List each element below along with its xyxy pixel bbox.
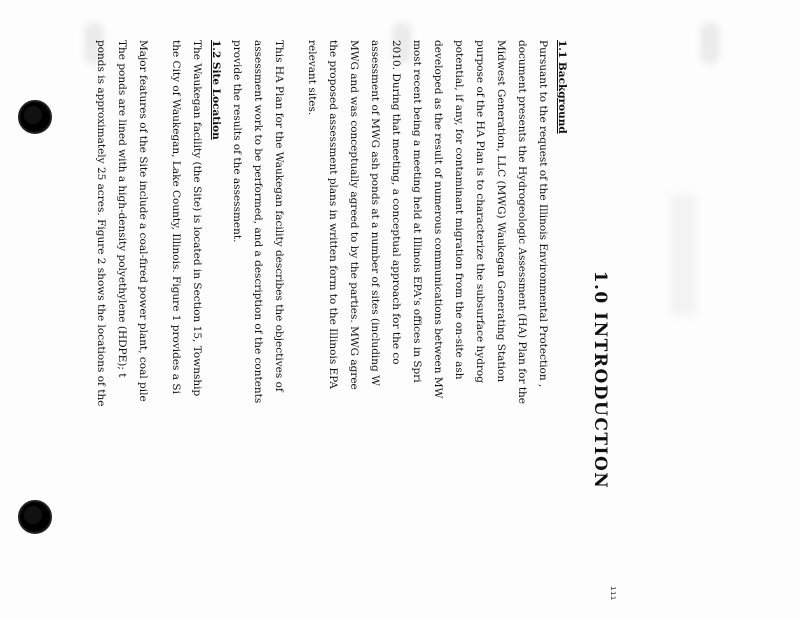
text-line: 2010. During that meeting, a conceptual approach for the co — [390, 40, 402, 365]
section-background — [214, 40, 568, 618]
paragraph — [90, 40, 153, 618]
page-title: 1.0 INTRODUCTION — [590, 270, 610, 490]
page-corner-mark: ııı — [609, 586, 618, 601]
paragraph — [226, 40, 289, 618]
scan-shadow-mark — [700, 22, 720, 64]
text-line: Pursuant to the request of the Illinois Environmental Protection , — [537, 40, 549, 388]
text-line: Major features of the Site include a coal-fired power plant, coal pile — [137, 40, 149, 402]
text-line: This HA Plan for the Waukegan facility describes the objectives of — [273, 40, 285, 392]
rotated-document-text — [95, 40, 618, 601]
text-line: the proposed assessment plans in written form to the Illinois EPA — [327, 40, 339, 389]
text-line: MWG and was conceptually agreed to by the parties. MWG agree — [348, 40, 360, 390]
text-line: potential, if any, for contaminant migration from the on-site ash — [453, 40, 465, 380]
text-line: Midwest Generation, LLC (MWG) Waukegan Generating Station — [495, 40, 507, 383]
text-line: assessment of MWG ash ponds at a number of sites (including W — [369, 40, 381, 386]
section-heading: 1.2 Site Location — [210, 40, 222, 140]
paragraph — [165, 40, 207, 618]
paragraph — [301, 40, 553, 618]
text-line: most recent being a meeting held at Illinois EPA's offices in Spri — [411, 40, 423, 383]
text-line: document presents the Hydrogeologic Assessment (HA) Plan for the — [516, 40, 528, 405]
text-line: assessment work to be performed, and a description of the contents — [252, 40, 264, 404]
text-line: The Waukegan facility (the Site) is located in Section 15, Township — [191, 40, 203, 397]
text-line: provide the results of the assessment. — [231, 40, 243, 243]
text-line: developed as the result of numerous communications between MW — [432, 40, 444, 399]
text-line: ponds is approximately 25 acres. Figure 2 shows the locations of the — [95, 40, 107, 407]
binder-hole — [18, 500, 52, 534]
section-heading: 1.1 Background — [556, 40, 568, 134]
text-line: relevant sites. — [306, 40, 318, 116]
binder-hole — [18, 100, 52, 134]
scan-smudge — [670, 195, 696, 315]
section-site-location — [78, 40, 222, 618]
text-line: purpose of the HA Plan is to characterize the subsurface hydrog — [474, 40, 486, 383]
text-line: the City of Waukegan, Lake County, Illinois. Figure 1 provides a Si — [170, 40, 182, 394]
text-line: The ponds are lined with a high-density polyethylene (HDPE); t — [116, 40, 128, 378]
